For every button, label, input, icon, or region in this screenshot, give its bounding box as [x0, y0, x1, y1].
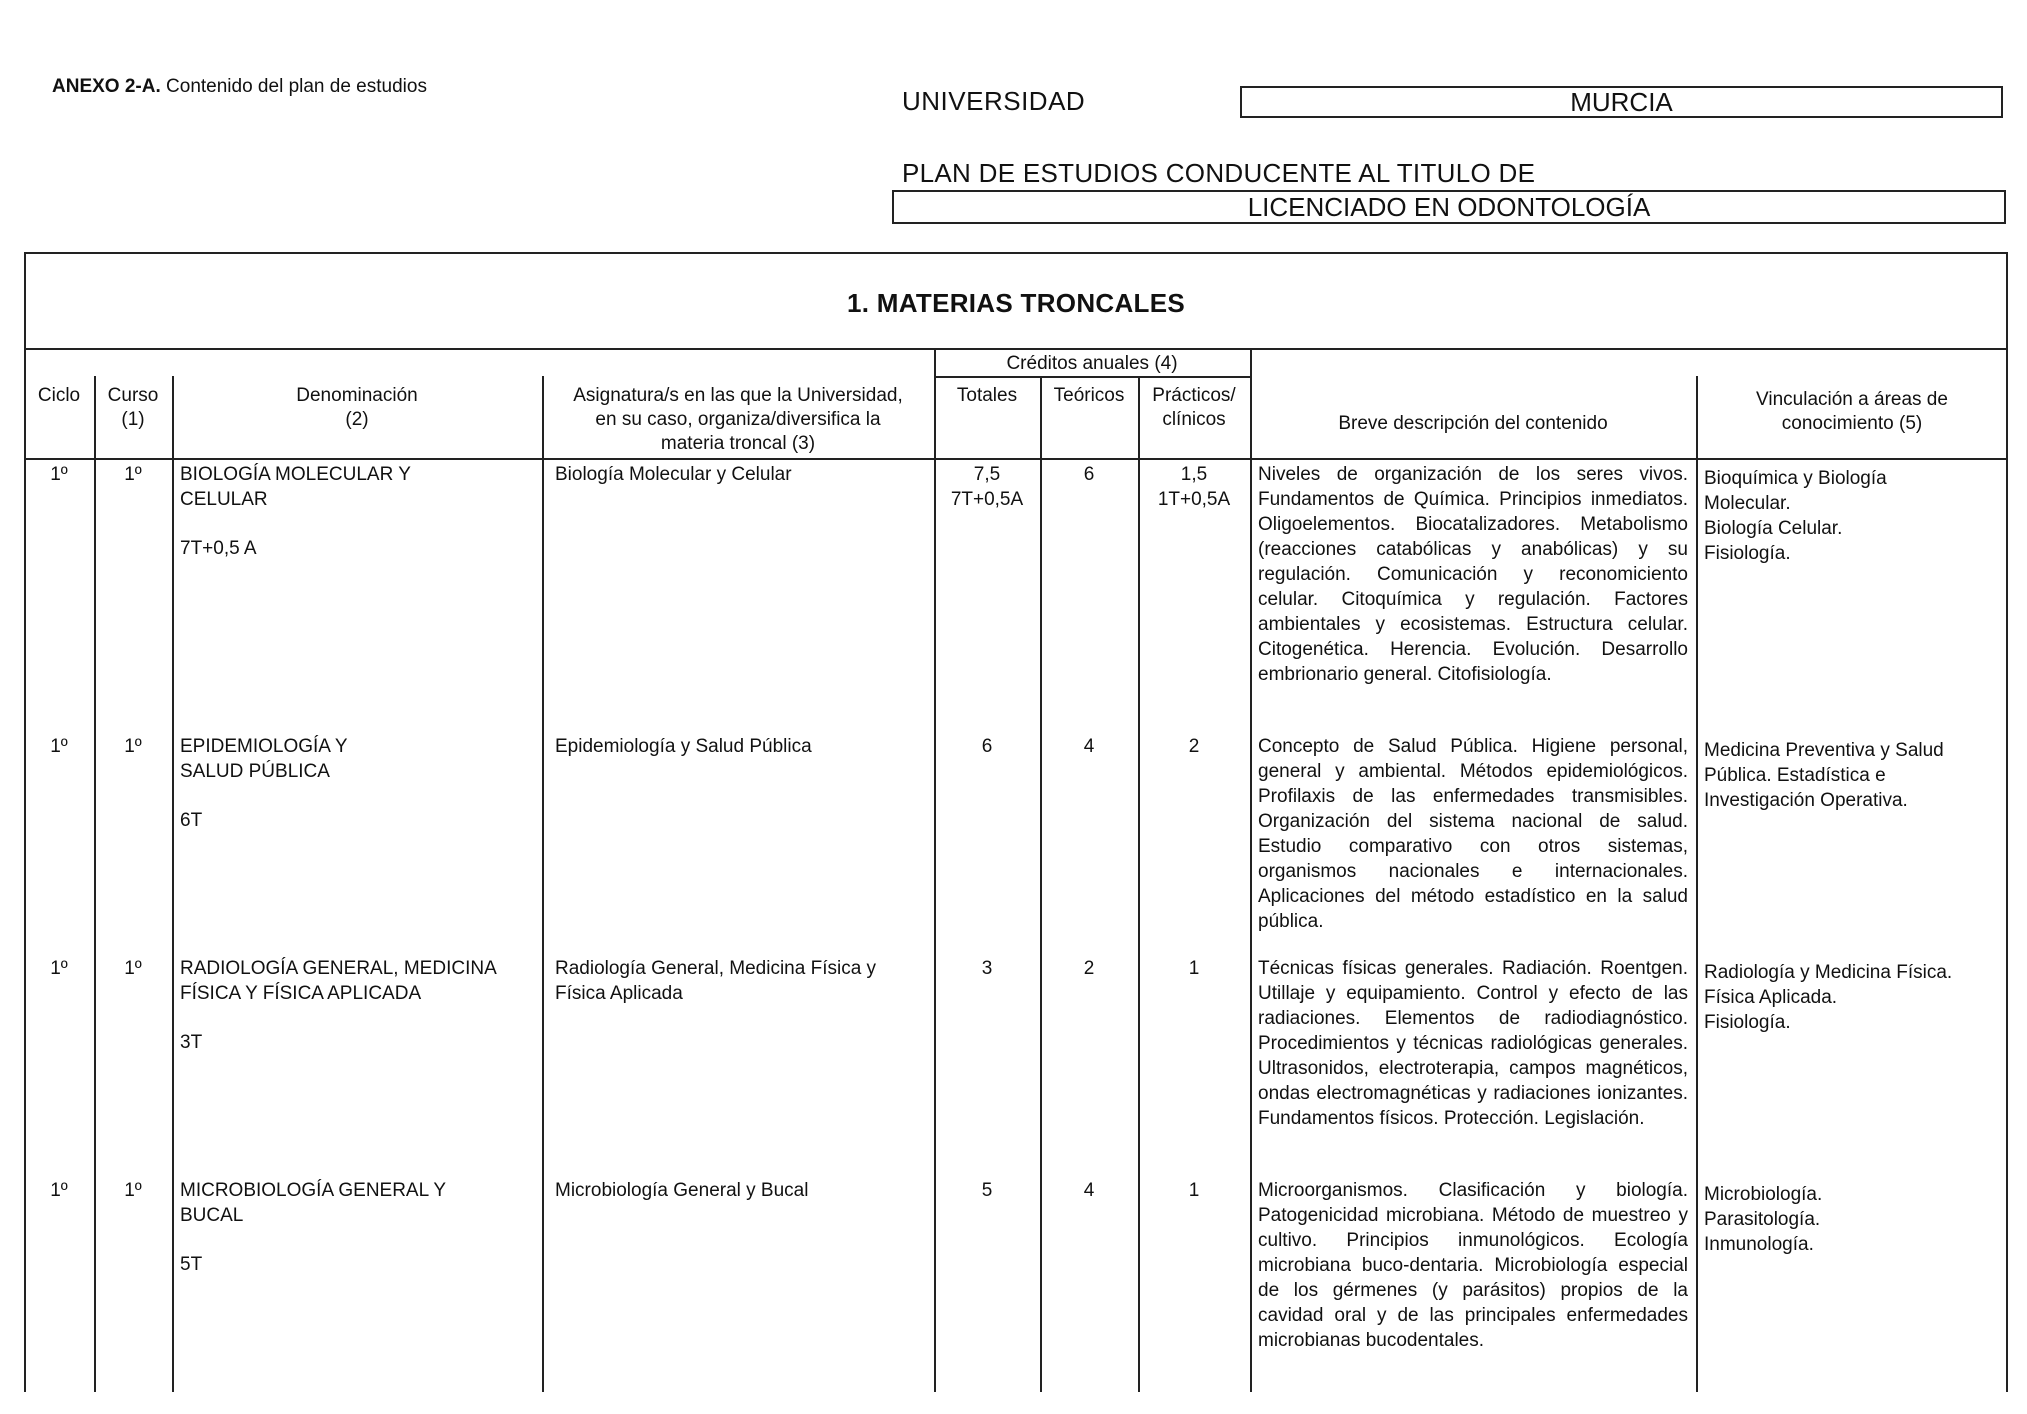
header-totales: Totales	[956, 385, 1018, 406]
row-2-ciclo: 1º	[50, 958, 68, 979]
row-1-denominacion	[180, 734, 536, 833]
row-1-totales: 6	[981, 736, 993, 757]
col-divider-practicos	[1250, 348, 1252, 1392]
row-2-descripcion: Técnicas físicas generales. Radiación. Roentgen. Utillaje y equipamiento. Control y efecto de las radiaciones. Elementos de radiodiagnóstico. Procedimientos y técnicas radiológicas generales. Ultrasonidos, electroterapia, campos magnéticos, ondas electromagnéticas y radiaciones ionizantes. Fundamentos físicos. Protección. Legislación.	[1258, 958, 1688, 1129]
row-3-codigo: 5T	[180, 1254, 203, 1275]
col-divider-curso	[172, 376, 174, 1392]
row-1-teoricos: 4	[1083, 736, 1095, 757]
row-2-denominacion-text: RADIOLOGÍA GENERAL, MEDICINA FÍSICA Y FÍSICA APLICADA	[180, 958, 497, 1004]
col-divider-teoricos	[1138, 376, 1140, 1392]
row-1-denominacion-text: EPIDEMIOLOGÍA Y SALUD PÚBLICA	[180, 736, 348, 782]
plan-label: PLAN DE ESTUDIOS CONDUCENTE AL TITULO DE	[902, 158, 1536, 188]
row-0-practicos: 1,5 1T+0,5A	[1157, 464, 1231, 510]
row-0-asignatura: Biología Molecular y Celular	[555, 464, 792, 485]
row-3-asignatura: Microbiología General y Bucal	[555, 1180, 809, 1201]
row-3-denominacion	[180, 1178, 536, 1277]
anexo-subtitle: Contenido del plan de estudios	[160, 76, 427, 97]
col-divider-totales	[1040, 376, 1042, 1392]
row-0-vinculacion: Bioquímica y Biología Molecular. Biología Celular. Fisiología.	[1704, 468, 1887, 564]
universidad-label: UNIVERSIDAD	[902, 86, 1086, 116]
row-1-descripcion: Concepto de Salud Pública. Higiene personal, general y ambiental. Métodos epidemiológicos. Profilaxis de las enfermedades transmisibles. Organización del sistema nacional de salud. Estudio comparativo con otros sistemas, organismos nacionales e internacionales. Aplicaciones del método estadístico en la salud pública.	[1258, 736, 1688, 932]
col-divider-descripcion	[1696, 376, 1698, 1392]
row-1-vinculacion: Medicina Preventiva y Salud Pública. Estadística e Investigación Operativa.	[1704, 740, 1944, 811]
row-1-practicos: 2	[1188, 736, 1200, 757]
row-2-vinculacion: Radiología y Medicina Física. Física Aplicada. Fisiología.	[1704, 962, 1953, 1033]
row-0-teoricos: 6	[1083, 464, 1095, 485]
row-1-codigo: 6T	[180, 810, 203, 831]
creditos-divider	[934, 376, 1250, 378]
plan-value: LICENCIADO EN ODONTOLOGÍA	[892, 190, 2006, 224]
header-denominacion: Denominación (2)	[296, 385, 418, 430]
row-2-practicos: 1	[1188, 958, 1200, 979]
row-2-denominacion	[180, 956, 536, 1055]
anexo-title	[52, 76, 427, 98]
row-3-denominacion-text: MICROBIOLOGÍA GENERAL Y BUCAL	[180, 1180, 447, 1226]
section-title: 1. MATERIAS TRONCALES	[846, 288, 1186, 318]
header-divider	[24, 458, 2008, 460]
row-1-ciclo: 1º	[50, 736, 68, 757]
row-3-curso: 1º	[124, 1180, 142, 1201]
row-0-descripcion: Niveles de organización de los seres vivos. Fundamentos de Química. Principios inmediatos. Oligoelementos. Biocatalizadores. Metabolismo (reacciones catabólicas y anabólicas) y su regulación. Comunicación y reconomiciento celular. Citoquímica y regulación. Factores ambientales y ecosistemas. Estructura celular. Citogenética. Herencia. Evolución. Desarrollo embrionario general. Citofisiología.	[1258, 464, 1688, 685]
header-teoricos: Teóricos	[1053, 385, 1125, 406]
row-0-codigo: 7T+0,5 A	[180, 538, 257, 559]
header-ciclo: Ciclo	[37, 385, 81, 406]
row-2-teoricos: 2	[1083, 958, 1095, 979]
header-practicos: Prácticos/ clínicos	[1152, 385, 1236, 430]
header-vinculacion: Vinculación a áreas de conocimiento (5)	[1756, 389, 1948, 434]
header-descripcion: Breve descripción del contenido	[1338, 413, 1608, 434]
row-3-vinculacion: Microbiología. Parasitología. Inmunología.	[1704, 1184, 1823, 1255]
row-1-asignatura: Epidemiología y Salud Pública	[555, 736, 812, 757]
row-3-descripcion: Microorganismos. Clasificación y biología. Patogenicidad microbiana. Método de muestreo y cultivo. Principios inmunológicos. Ecología microbiana buco-dentaria. Microbiología especial de los gérmenes (y parásitos) propios de la cavidad oral y de las principales enfermedades microbianas bucodentales.	[1258, 1180, 1688, 1351]
anexo-label: ANEXO 2-A.	[52, 76, 161, 97]
row-0-ciclo: 1º	[50, 464, 68, 485]
row-3-teoricos: 4	[1083, 1180, 1095, 1201]
row-3-ciclo: 1º	[50, 1180, 68, 1201]
row-2-curso: 1º	[124, 958, 142, 979]
header-asignatura: Asignatura/s en las que la Universidad, en su caso, organiza/diversifica la materia troncal (3)	[573, 385, 903, 454]
title-divider	[24, 348, 2008, 350]
col-divider-denominacion	[542, 376, 544, 1392]
universidad-value: MURCIA	[1240, 86, 2003, 118]
header-curso: Curso (1)	[107, 385, 159, 430]
row-0-curso: 1º	[124, 464, 142, 485]
row-3-practicos: 1	[1188, 1180, 1200, 1201]
row-0-totales: 7,5 7T+0,5A	[950, 464, 1024, 510]
row-0-denominacion-text: BIOLOGÍA MOLECULAR Y CELULAR	[180, 464, 411, 510]
row-1-curso: 1º	[124, 736, 142, 757]
col-divider-ciclo	[94, 376, 96, 1392]
row-2-totales: 3	[981, 958, 993, 979]
row-3-totales: 5	[981, 1180, 993, 1201]
header-creditos: Créditos anuales (4)	[1006, 353, 1178, 374]
row-2-asignatura: Radiología General, Medicina Física y Física Aplicada	[555, 958, 877, 1004]
row-0-denominacion	[180, 462, 536, 561]
row-2-codigo: 3T	[180, 1032, 203, 1053]
